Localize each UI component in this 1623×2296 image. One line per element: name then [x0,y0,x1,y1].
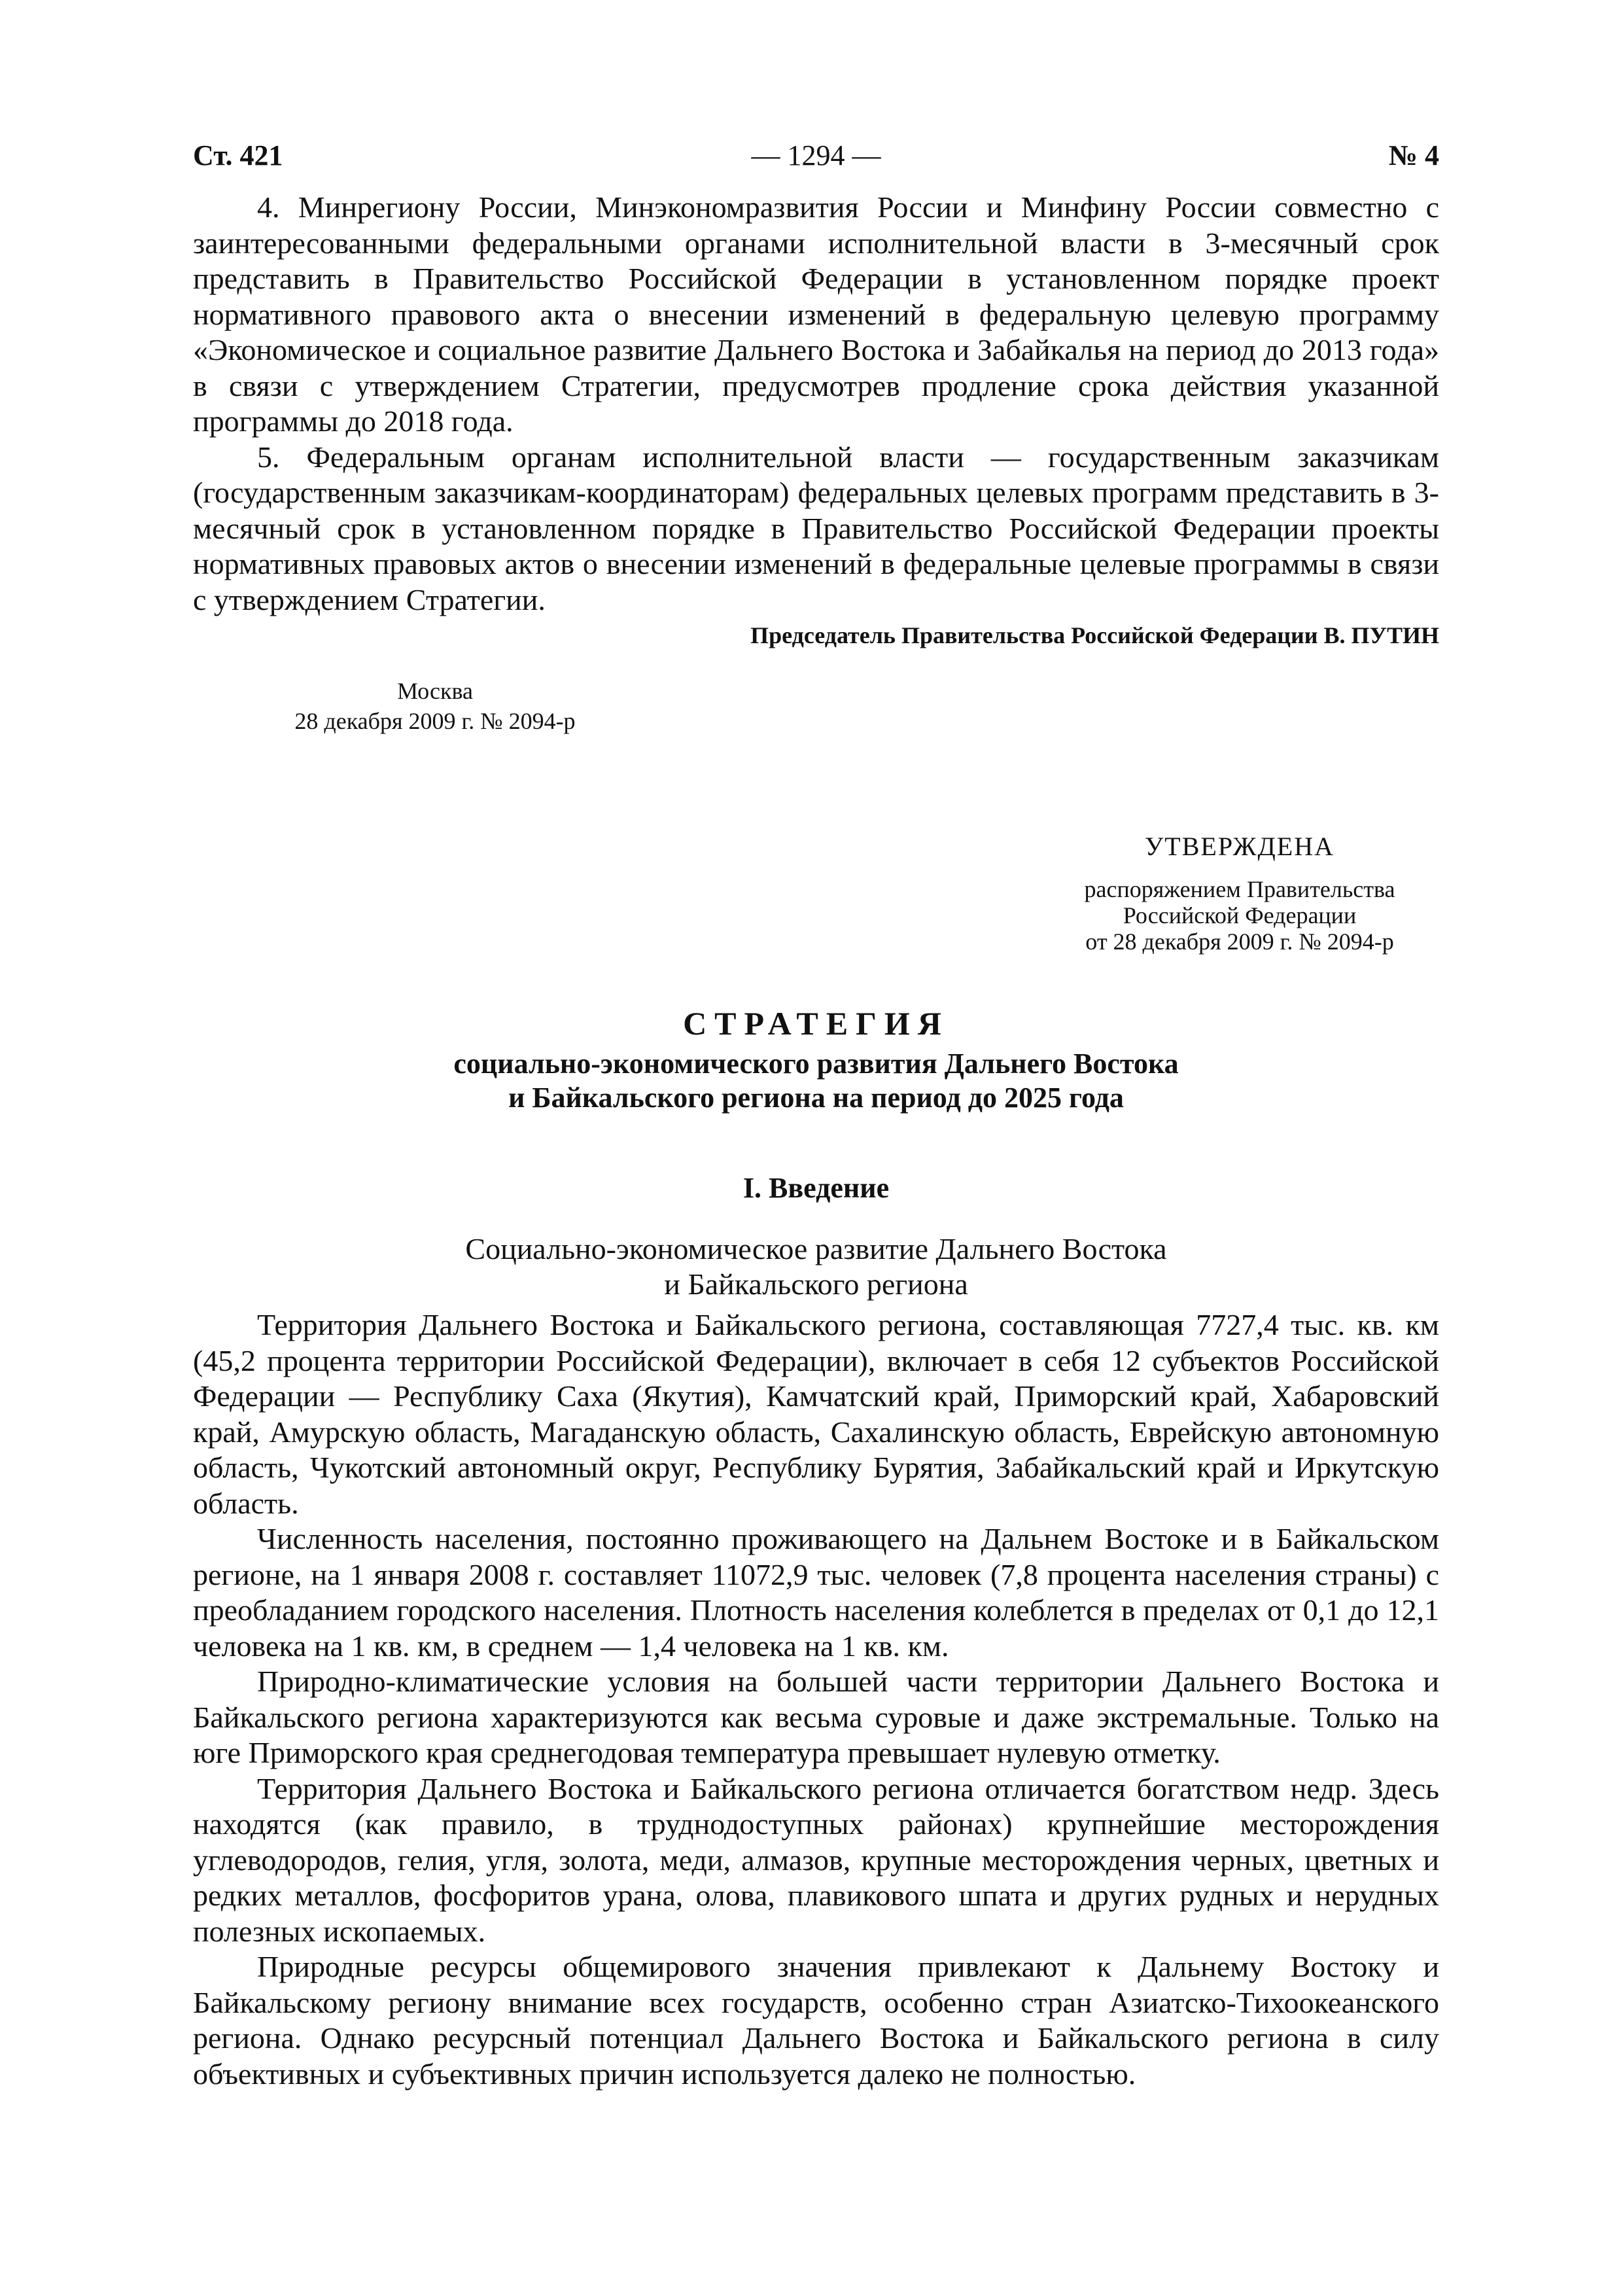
subsection-line: Социально-экономическое развитие Дальнего Востока [465,1232,1167,1265]
body-paragraph: Территория Дальнего Востока и Байкальского региона отличается богатством недр. Здесь находятся (как правило, в труднодоступных районах) крупнейшие месторождения углеводородов, гелия, угля, золота, меди, алмазов, крупные месторождения черных, цветных и редких металлов, фосфоритов урана, олова, плавикового шпата и других рудных и нерудных полезных ископаемых. [193,1771,1439,1948]
subsection-line: и Байкальского региона [664,1267,968,1301]
place-and-date [249,676,621,736]
introduction-text [193,1307,1439,2092]
order-clauses [193,190,1439,618]
approval-line: от 28 декабря 2009 г. № 2094-р [1085,928,1394,955]
date-number: 28 декабря 2009 г. № 2094-р [294,708,576,734]
approval-stamp [1027,831,1452,955]
subtitle-line: и Байкальского региона на период до 2025 года [508,1082,1124,1114]
body-paragraph: Природно-климатические условия на большей части территории Дальнего Востока и Байкальского региона характеризуются как весьма суровые и даже экстремальные. Только на юге Приморского края среднегодовая температура превышает нулевую отметку. [193,1665,1439,1769]
body-paragraph: Природные ресурсы общемирового значения привлекают к Дальнему Востоку и Байкальскому региону внимание всех государств, особенно стран Азиатско-Тихоокеанского региона. Однако ресурсный потенциал Дальнего Востока и Байкальского региона в силу объективных и субъективных причин используется далеко не полностью. [193,1950,1439,2091]
approval-title: УТВЕРЖДЕНА [1144,832,1335,861]
approval-line: распоряжением Правительства [1084,876,1395,902]
section-heading: I. Введение [742,1172,890,1204]
document-subtitle [193,1047,1439,1115]
subtitle-line: социально-экономического развития Дальнего Востока [453,1048,1179,1080]
clause-paragraph: 5. Федеральным органам исполнительной власти — государственным заказчикам (государственным заказчикам-координаторам) федеральных целевых программ представить в 3-месячный срок в установленном порядке в Правительство Российской Федерации проекты нормативных правовых актов о внесении изменений в федеральные целевые программы в связи с утверждением Стратегии. [193,440,1439,616]
place: Москва [397,678,473,704]
body-paragraph: Территория Дальнего Востока и Байкальского региона, составляющая 7727,4 тыс. кв. км (45,2 процента территории Российской Федерации), включает в себя 12 субъектов Российской Федерации — Республику Саха (Якутия), Камчатский край, Приморский край, Хабаровский край, Амурскую область, Магаданскую область, Сахалинскую область, Еврейскую автономную область, Чукотский автономный округ, Республику Бурятия, Забайкальский край и Иркутскую область. [193,1308,1439,1520]
article-number: Ст. 421 [193,139,283,171]
subsection-heading [193,1231,1439,1302]
page-header [193,139,1439,178]
body-paragraph: Численность населения, постоянно проживающего на Дальнем Востоке и в Байкальском регионе, на 1 января 2008 г. составляет 11072,9 тыс. человек (7,8 процента населения страны) с преобладанием городского населения. Плотность населения колеблется в пределах от 0,1 до 12,1 человека на 1 кв. км, в среднем — 1,4 человека на 1 кв. км. [193,1522,1439,1663]
approval-line: Российской Федерации [1123,902,1357,928]
page-number: — 1294 — [751,139,881,171]
document-title: СТРАТЕГИЯ [683,1005,949,1042]
signature-line: Председатель Правительства Российской Федерации В. ПУТИН [750,622,1439,648]
clause-paragraph: 4. Минрегиону России, Минэкономразвития России и Минфину России совместно с заинтересованными федеральными органами исполнительной власти в 3-месячный срок представить в Правительство Российской Федерации в установленном порядке проект нормативного правового акта о внесении изменений в федеральную целевую программу «Экономическое и социальное развитие Дальнего Востока и Забайкалья на период до 2013 года» в связи с утверждением Стратегии, предусмотрев продление срока действия указанной программы до 2018 года. [193,190,1439,438]
issue-number: № 4 [1388,139,1439,171]
